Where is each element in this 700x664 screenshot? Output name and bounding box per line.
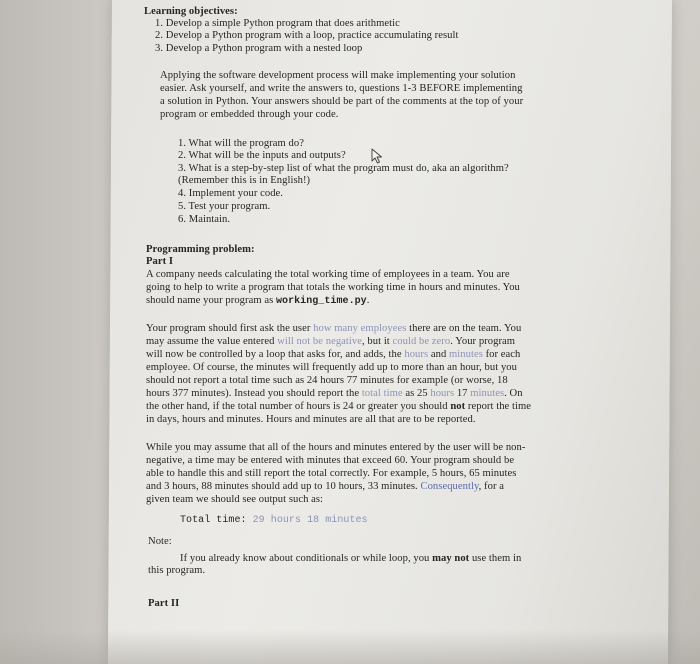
- sample-output: [180, 515, 368, 527]
- paragraph-line: going to help to write a program that totals the working time in hours and minutes. You: [146, 282, 520, 293]
- highlighted-text: could be zero: [392, 336, 451, 347]
- highlighted-text: hours: [430, 388, 455, 399]
- paragraph-line: [146, 349, 520, 361]
- highlighted-text: Consequently: [420, 481, 479, 492]
- note-line: [180, 553, 521, 565]
- step-item: 6. Maintain.: [178, 214, 231, 225]
- text-run: . On: [504, 388, 523, 399]
- highlighted-text: minutes: [448, 349, 483, 360]
- programming-problem-heading: Programming problem:: [146, 244, 255, 255]
- text-run: should name your program as: [146, 295, 276, 306]
- text-run: the other hand, if the total number of hours is 24 or greater you should: [146, 401, 451, 412]
- highlighted-text: minutes: [470, 388, 505, 399]
- step-item: 2. What will be the inputs and outputs?: [178, 150, 346, 161]
- text-run: report the time: [465, 401, 532, 412]
- learning-objectives-heading: Learning objectives:: [144, 6, 238, 17]
- paragraph-line: employee. Of course, the minutes will frequently add up to more than an hour, but you: [146, 362, 517, 373]
- step-item: 1. What will the program do?: [178, 138, 304, 149]
- objective-item: 2. Develop a Python program with a loop, practice accumulating result: [155, 30, 459, 41]
- paragraph-line: [146, 481, 504, 493]
- background-surface: [0, 0, 112, 664]
- program-filename: working_time.py: [275, 296, 367, 307]
- text-run: will now be controlled by a loop that asks for, and adds, the: [146, 349, 405, 360]
- step-item: 5. Test your program.: [178, 201, 271, 212]
- step-item: 3. What is a step-by-step list of what the program must do, aka an algorithm?: [178, 163, 509, 174]
- note-label: Note:: [148, 536, 172, 547]
- intro-line: a solution in Python. Your answers should be part of the comments at the top of your: [160, 96, 524, 107]
- highlighted-text: hours: [404, 349, 429, 360]
- text-run: as 25: [402, 388, 431, 399]
- objective-item: 3. Develop a Python program with a nested loop: [155, 43, 363, 54]
- text-run: may assume the value entered: [146, 336, 278, 347]
- part-one-heading: Part I: [146, 256, 174, 267]
- text-run: use them in: [469, 553, 522, 564]
- mouse-cursor-icon: [371, 148, 385, 164]
- text-run: and 3 hours, 88 minutes should add up to 10 hours, 33 minutes.: [146, 481, 421, 492]
- text-run: , for a: [478, 481, 505, 492]
- step-item: 4. Implement your code.: [178, 188, 283, 199]
- highlighted-text: will not be negative: [277, 336, 363, 347]
- paragraph-line: should not report a total time such as 24 hours 77 minutes for example (or worse, 18: [146, 375, 508, 386]
- paragraph-line: [146, 295, 369, 308]
- paragraph-line: [146, 323, 521, 335]
- paragraph-line: in days, hours and minutes. Hours and minutes are all that are to be reported.: [146, 414, 476, 425]
- intro-line: program or embedded through your code.: [160, 109, 339, 120]
- paragraph-line: [146, 388, 523, 400]
- text-run: .: [366, 295, 370, 306]
- paragraph-line: negative, a time may be entered with minutes that exceed 60. Your program should be: [146, 455, 515, 466]
- text-run: and: [428, 349, 449, 360]
- paragraph-line: A company needs calculating the total working time of employees in a team. You are: [146, 269, 510, 280]
- highlighted-text: how many employees: [313, 323, 407, 334]
- intro-line: Applying the software development process will make implementing your solution: [160, 70, 516, 81]
- step-item: (Remember this is in English!): [178, 175, 311, 186]
- intro-line: easier. Ask yourself, and write the answers to, questions 1-3 BEFORE implementing: [160, 83, 523, 94]
- note-line: this program.: [148, 565, 206, 576]
- highlighted-text: total time: [361, 388, 403, 399]
- text-run: Your program should first ask the user: [146, 323, 314, 334]
- photo-shadow: [0, 630, 700, 664]
- text-run: . Your program: [450, 336, 516, 347]
- text-run: , but it: [362, 336, 393, 347]
- objective-item: 1. Develop a simple Python program that does arithmetic: [155, 18, 400, 29]
- text-run: 17: [454, 388, 471, 399]
- part-two-heading: Part II: [148, 598, 180, 609]
- output-value: 29 hours 18 minutes: [252, 515, 368, 526]
- paragraph-line: While you may assume that all of the hours and minutes entered by the user will be non-: [146, 442, 526, 453]
- paragraph-line: given team we should see output such as:: [146, 494, 324, 505]
- emphasized-text: not: [450, 401, 466, 412]
- output-label: Total time:: [180, 515, 253, 526]
- text-run: for each: [482, 349, 521, 360]
- paragraph-line: [146, 336, 515, 348]
- paragraph-line: able to handle this and still report the total correctly. For example, 5 hours, 65 minutes: [146, 468, 517, 479]
- emphasized-text: may not: [432, 553, 470, 564]
- text-run: there are on the team. You: [406, 323, 522, 334]
- text-run: If you already know about conditionals or while loop, you: [180, 553, 433, 564]
- paragraph-line: [146, 401, 531, 413]
- text-run: hours 377 minutes). Instead you should report the: [146, 388, 362, 399]
